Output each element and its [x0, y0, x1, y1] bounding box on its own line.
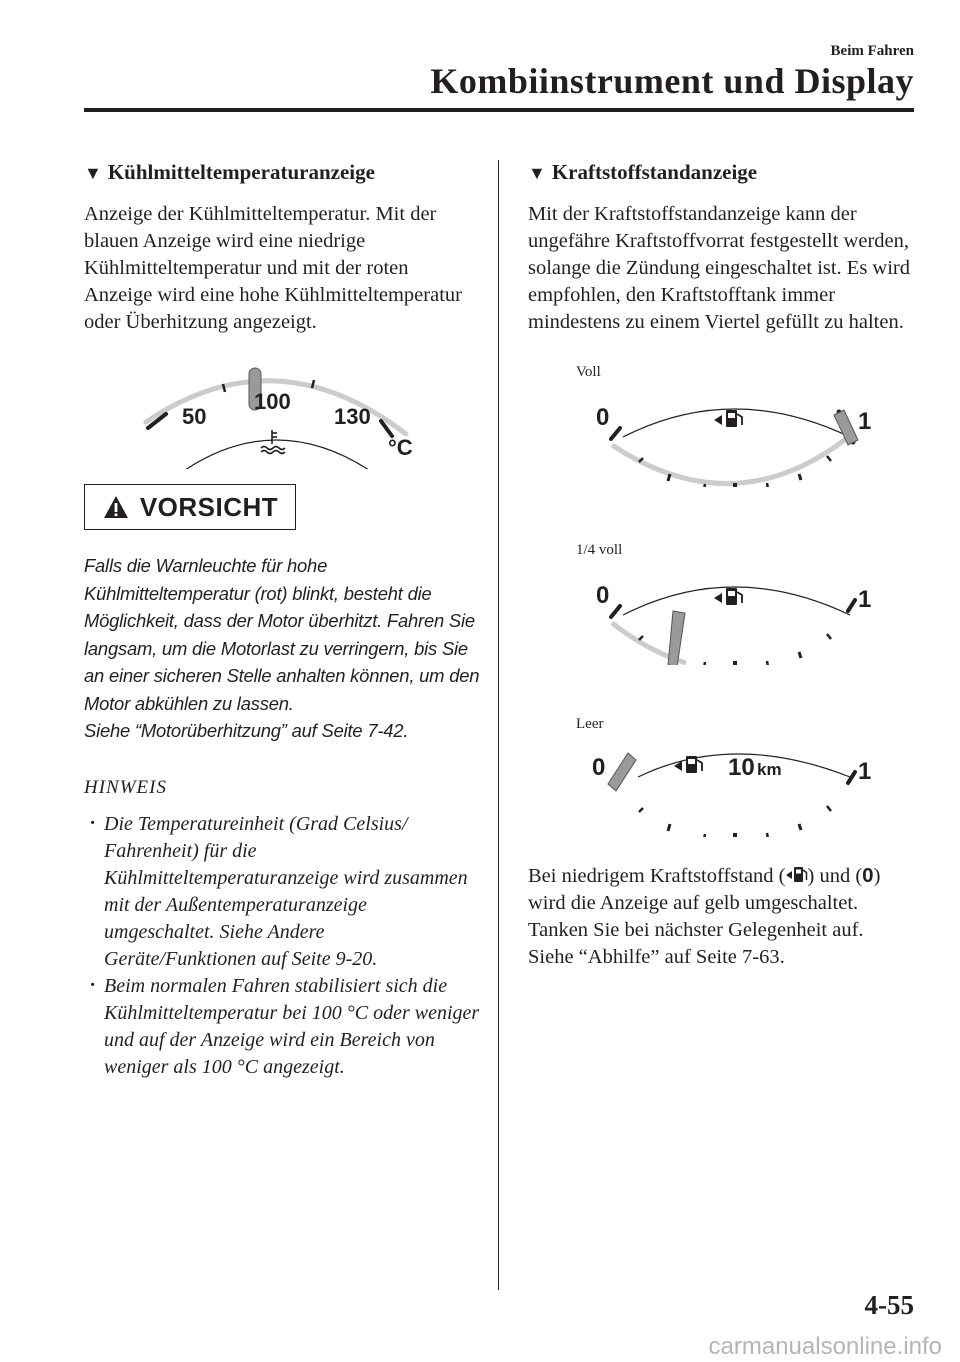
fuel-gauge-quarter-figure — [528, 542, 918, 670]
list-item: · Die Temperatureinheit (Grad Celsius/ Fahrenheit) für die Kühlmitteltemperaturanzeige wird zusammen mit der Außentemperaturanzeige umgeschaltet. Siehe Andere Geräte/Funktionen auf Seite 9-20. — [84, 811, 480, 973]
fuel-gauge-min-label: 0 — [596, 582, 610, 609]
caution-title: VORSICHT — [139, 491, 279, 522]
coolant-heading: ▼ Kühlmitteltemperaturanzeige — [84, 160, 375, 184]
hinweis-list — [84, 811, 480, 1081]
fuel-gauge-quarter — [528, 573, 918, 665]
list-item: · Beim normalen Fahren stabilisiert sich die Kühlmitteltemperatur bei 100 °C oder weniger und auf der Anzeige wird ein Bereich von weniger als 100 °C angezeigt. — [84, 973, 480, 1081]
fuel-gauge-min-label: 0 — [596, 404, 610, 431]
fuel-zero-indicator: 0 — [862, 864, 874, 887]
fuel-pump-icon — [714, 410, 742, 427]
coolant-label-high: 130 — [334, 404, 371, 429]
page-number: 4-55 — [864, 1290, 914, 1320]
coolant-gauge — [136, 364, 426, 469]
coolant-gauge-figure — [136, 364, 480, 474]
triangle-down-icon: ▼ — [84, 163, 102, 183]
coolant-label-low: 50 — [182, 404, 207, 429]
coolant-label-mid: 100 — [254, 389, 291, 414]
warning-triangle-icon — [102, 494, 130, 520]
fuel-gauge-empty — [528, 745, 918, 837]
gauge-caption: Voll — [576, 364, 601, 380]
gauge-caption: Leer — [576, 716, 604, 732]
coolant-temperature-icon — [261, 430, 285, 454]
caution-text: Falls die Warnleuchte für hohe Kühlmitteltemperatur (rot) blinkt, besteht die Möglichkeit, dass der Motor überhitzt. Fahren Sie langsam, um die Motorlast zu verringern, bis Sie an einer sicheren Stelle anhalten können, um den Motor abkühlen zu lassen. Siehe “Motorüberhitzung” auf Seite 7-42. — [84, 555, 480, 741]
fuel-pump-icon — [674, 756, 702, 773]
fuel-body: Mit der Kraftstoffstandanzeige kann der ungefähre Kraftstoffvorrat festgestellt werden, solange die Zündung eingeschaltet ist. Es wird empfohlen, den Kraftstofftank immer mindestens zu einem Viertel gefüllt zu halten. — [528, 203, 911, 333]
fuel-heading: ▼ Kraftstoffstandanzeige — [528, 160, 758, 184]
hinweis-title: HINWEIS — [84, 776, 167, 798]
fuel-gauge-max-label: 1 — [858, 758, 872, 785]
fuel-gauge-full-figure — [528, 364, 918, 492]
fuel-footer-text: Bei niedrigem Kraftstoffstand ( ) und (0) wird die Anzeige auf gelb umgeschaltet. Tanken Sie bei nächster Gelegenheit auf. Siehe “Abhilfe” auf Seite 7-63. — [528, 864, 881, 968]
caution-reference: Siehe “Motorüberhitzung” auf Seite 7-42. — [84, 720, 409, 741]
fuel-pump-icon — [714, 588, 742, 605]
right-column — [528, 160, 918, 971]
fuel-range-unit: km — [757, 760, 782, 779]
header-section: Beim Fahren — [830, 43, 914, 59]
fuel-gauge-max-label: 1 — [858, 586, 872, 613]
fuel-gauge-empty-figure — [528, 716, 918, 842]
coolant-unit: °C — [388, 435, 413, 460]
fuel-range-value: 10 — [728, 754, 755, 781]
fuel-gauge-min-label: 0 — [592, 754, 606, 781]
caution-box — [84, 484, 296, 530]
fuel-footer-reference: Siehe “Abhilfe” auf Seite 7-63. — [528, 946, 785, 968]
watermark: carmanualsonline.info — [708, 1333, 942, 1360]
fuel-gauge-max-label: 1 — [858, 408, 872, 435]
triangle-down-icon: ▼ — [528, 163, 546, 183]
header-rule — [84, 108, 914, 112]
fuel-gauge-full — [528, 395, 918, 487]
left-column — [84, 160, 480, 1081]
gauge-caption: 1/4 voll — [576, 542, 623, 558]
coolant-body: Anzeige der Kühlmitteltemperatur. Mit der blauen Anzeige wird eine niedrige Kühlmitteltemperatur und mit der roten Anzeige wird eine hohe Kühlmitteltemperatur oder Überhitzung angezeigt. — [84, 203, 462, 333]
fuel-pump-icon — [786, 866, 808, 884]
page-title: Kombiinstrument und Display — [430, 61, 914, 101]
column-divider — [498, 160, 499, 1290]
